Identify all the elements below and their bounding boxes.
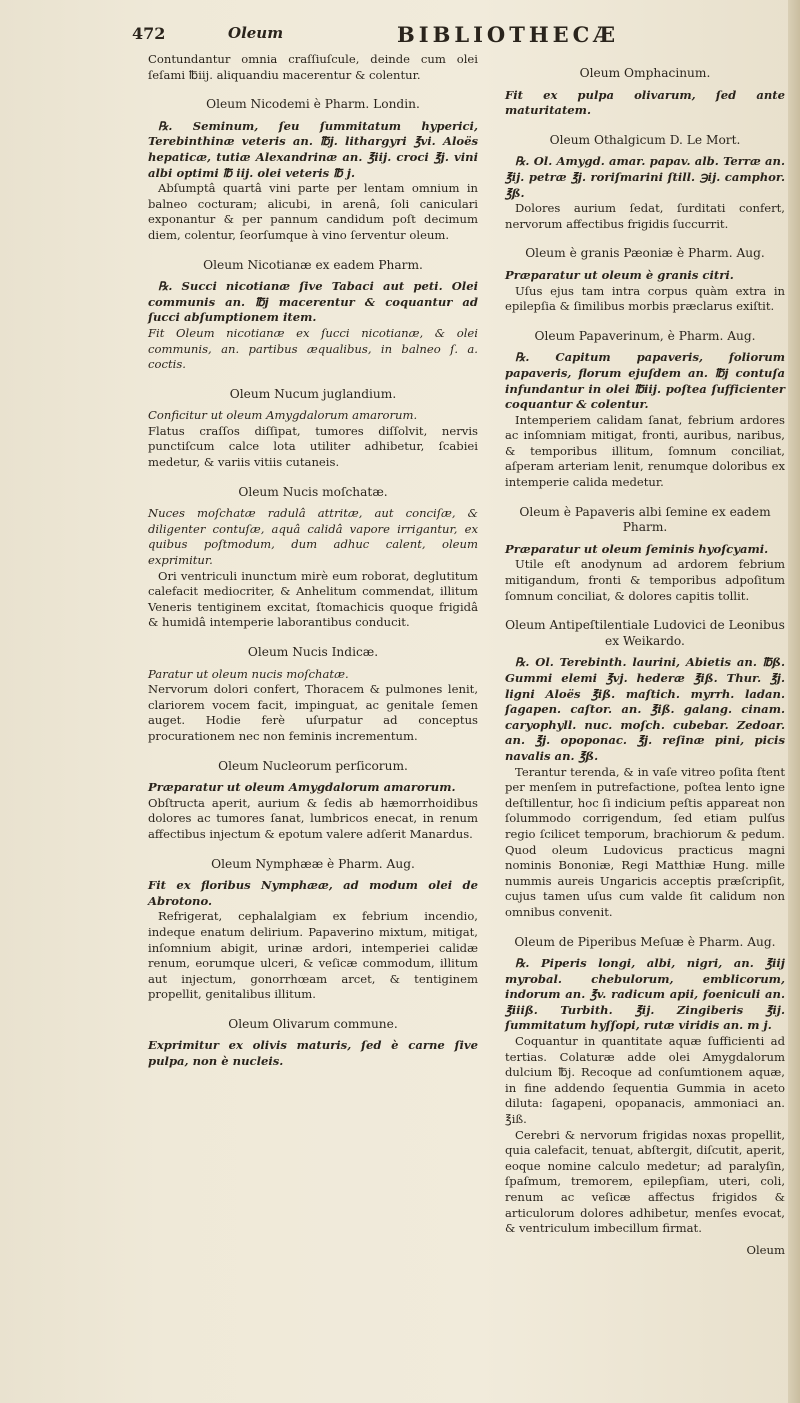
preparation-note: Præparatur ut oleum ſeminis hyoſcyami. (505, 541, 769, 556)
section-heading: Oleum Omphacinum. (579, 66, 711, 80)
body-paragraph: Intemperiem calidam ſanat, febrium ardores ac inſomniam mitigat, fronti, auribus, naribus, & temporibus illitum, ſomnum conciliat, aſperam arteriam lenit, renumque doloribus ex intemperie calida medetur. (505, 412, 785, 490)
section-heading: Oleum Olivarum commune. (228, 1016, 398, 1031)
preparation-note: Fit ex floribus Nymphææ, ad modum olei de Abrotono. (148, 878, 478, 908)
body-paragraph: Obſtructa aperit, aurium & ſedis ab hæmorrhoidibus dolores ac tumores ſanat, lumbricos enecat, in renum affectibus injectum & epotum valere adſerit Manardus. (148, 795, 478, 841)
left-column (148, 52, 478, 1070)
section-heading: Oleum Nucis moſchatæ. (238, 484, 388, 499)
page-edge (788, 0, 800, 1403)
body-paragraph: Uſus ejus tam intra corpus quàm extra in epilepſia & ſimilibus morbis præclarus exiſtit. (505, 283, 785, 314)
section-heading: Oleum Nucleorum perſicorum. (218, 758, 408, 773)
section-heading: Oleum Papaverinum, è Pharm. Aug. (534, 328, 756, 343)
body-paragraph: Coquantur in quantitate aquæ ſufficienti ad tertias. Colaturæ adde olei Amygdalorum dulcium ℔j. Recoque ad conſumtionem aquæ, in fine addendo ſequentia Gummia in aceto diluta: ſagapeni, opopanacis, ammoniaci an. ℥iß. (505, 1034, 785, 1127)
section-heading: Oleum è granis Pæoniæ è Pharm. Aug. (525, 246, 765, 261)
section-heading: Oleum Nicodemi è Pharm. Londin. (206, 97, 420, 112)
section-heading: Oleum Othalgicum D. Le Mort. (549, 132, 741, 147)
recipe-text: ℞. Ol. Terebinth. laurini, Abietis an. ℔ß. Gummi elemi ℥vj. hederæ ℥iß. Thur. ℥j. ligni Aloës ℥iß. maſtich. myrrh. ladan. ſagapen. caſtor. an. ℥iß. galang. cinam. caryophyll. nuc. moſch. cubebar. Zedoar. an. ℥j. opoponac. ℥j. reſinæ pini, picis navalis an. ℥ß. (505, 655, 785, 763)
body-paragraph: Nervorum dolori confert, Thoracem & pulmones lenit, clariorem vocem facit, impinguat, ac genitale ſemen auget. Hodie ferè uſurpatur ad conceptus procurationem nec non feminis incrementum. (148, 682, 478, 743)
body-paragraph: Abſumptâ quartâ vini parte per lentam omnium in balneo cocturam; alicubi, in arenâ, ſoli caniculari exponantur & per pannum candidum poſt decimum diem, colentur, ſeorſumque à vino ſerventur oleum. (148, 181, 478, 242)
recipe-text: ℞. Piperis longi, albi, nigri, an. ℥iij myrobal. chebulorum, emblicorum, indorum an. ℥v. radicum apii, foeniculi an. ℥iiiß. Turbith. ℥ij. Zingiberis ℥ij. ſummitatum hyſſopi, rutæ viridis an. m j. (505, 956, 785, 1033)
section-heading: Oleum Nicotianæ ex eadem Pharm. (203, 257, 423, 272)
preparation-note: Conficitur ut oleum Amygdalorum amarorum. (148, 408, 418, 423)
body-paragraph: Utile eſt anodynum ad ardorem febrium mitigandum, fronti & temporibus adpoſitum ſomnum conciliat, & dolores capitis tollit. (505, 557, 785, 603)
preparation-note: Fit ex pulpa olivarum, ſed ante maturitatem. (505, 87, 785, 118)
preparation-note: Paratur ut oleum nucis moſchatæ. (148, 666, 349, 681)
section-heading: Oleum de Piperibus Meſuæ è Pharm. Aug. (514, 934, 776, 949)
body-paragraph: Refrigerat, cephalalgiam ex febrium incendio, indeque enatum delirium. Papaverino mixtum, mitigat, inſomnium abigit, urinæ ardori, intemperiei calidæ renum, eorumque ulceri, & veſicæ commodum, illitum aut injectum, gonorrhœam arcet, & tentiginem propellit, genitalibus illitum. (148, 909, 478, 1002)
preparation-note: Nuces moſchatæ radulâ attritæ, aut conciſæ, & diligenter contuſæ, aquâ calidâ vapore irrigantur, ex quibus poſtmodum, dum adhuc calent, oleum exprimitur. (148, 506, 478, 568)
body-paragraph: Flatus craſſos diſſipat, tumores diſſolvit, nervis punctiſcum calce lota utiliter adhibetur, ſcabiei medetur, & variis vitiis cutaneis. (148, 423, 478, 470)
section-heading: Oleum Antipeſtilentiale Ludovici de Leonibus ex Weikardo. (505, 618, 785, 648)
section-heading: Oleum Nucum juglandium. (229, 386, 397, 401)
running-title: BIBLIOTHECÆ (397, 22, 620, 47)
body-paragraph: Cerebri & nervorum frigidas noxas propellit, quia calefacit, tenuat, abſtergit, diſcutit, aperit, eoque nomine calculo medetur; ad paralyſin, ſpaſmum, tremorem, epilepſiam, uteri, coli, renum ac veſicæ affectus frigidos & articulorum dolores adhibetur, menſes evocat, & ventriculum imbecillum firmat. (505, 1127, 785, 1236)
section-heading: Oleum Nucis Indicæ. (247, 645, 379, 659)
preparation-note: Fit Oleum nicotianæ ex ſucci nicotianæ, & olei communis, an. partibus æqualibus, in balneo ſ. a. coctis. (148, 325, 478, 372)
recipe-text: ℞. Ol. Amygd. amar. papav. alb. Terræ an. ℥ij. petræ ℥j. roriſmarini ſtill. ℈ij. camphor. ℥ß. (505, 154, 785, 200)
body-paragraph: Ori ventriculi inunctum mirè eum roborat, deglutitum calefacit mediocriter, & Anhelitum commendat, illitum Veneris tentiginem excitat, ſtomachicis quoque frigidâ & humidâ intemperie laborantibus conducit. (148, 568, 478, 630)
preparation-note: Præparatur ut oleum è granis citri. (505, 267, 734, 282)
body-paragraph: Dolores aurium ſedat, ſurditati confert, nervorum affectibus frigidis ſuccurrit. (505, 201, 785, 231)
recipe-text: ℞. Capitum papaveris, foliorum papaveris, florum ejuſdem an. ℔j contuſa infundantur in olei ℔iij. poſtea ſufficienter coquantur & colentur. (505, 350, 785, 412)
body-paragraph: Contundantur omnia craſſiuſcule, deinde cum olei ſeſami ℔iij. aliquandiu macerentur & colentur. (148, 52, 478, 82)
running-word: Oleum (228, 24, 284, 42)
section-heading: Oleum Nymphææ è Pharm. Aug. (211, 856, 415, 871)
recipe-text: ℞. Seminum, ſeu ſummitatum hyperici, Terebinthinæ veteris an. ℔j. lithargyri ℥vi. Aloës hepaticæ, tutiæ Alexandrinæ an. ℥iij. croci ℥j. vini albi optimi ℔ iij. olei veteris ℔ j. (148, 118, 478, 180)
preparation-note: Præparatur ut oleum Amygdalorum amarorum. (148, 780, 456, 795)
recipe-text: ℞. Succi nicotianæ ſive Tabaci aut peti. Olei communis an. ℔j macerentur & coquantur ad ſucci abſumptionem item. (148, 279, 478, 325)
catchword: Oleum (746, 1242, 785, 1257)
preparation-note: Exprimitur ex olivis maturis, ſed è carne ſive pulpa, non è nucleis. (148, 1038, 478, 1069)
body-paragraph: Terantur terenda, & in vaſe vitreo poſita ſtent per menſem in putrefactione, poſtea lento igne deſtillentur, hoc ſi indicium peſtis appareat non ſolummodo corrigendum, ſed etiam pulſus regio ſcilicet temporum, brachiorum & pedum. Quod oleum Ludovicus practicus magni nominis Bononiæ, Regi Matthiæ Hung. mille nummis aureis Ungaricis acceptis præſcripſit, cujus tamen uſus cum valde ſit calidum non omnibus convenit. (505, 764, 785, 919)
page-header (132, 22, 778, 52)
section-heading: Oleum è Papaveris albi ſemine ex eadem Pharm. (519, 504, 771, 535)
page-number: 472 (132, 24, 166, 43)
right-column (505, 52, 785, 1258)
